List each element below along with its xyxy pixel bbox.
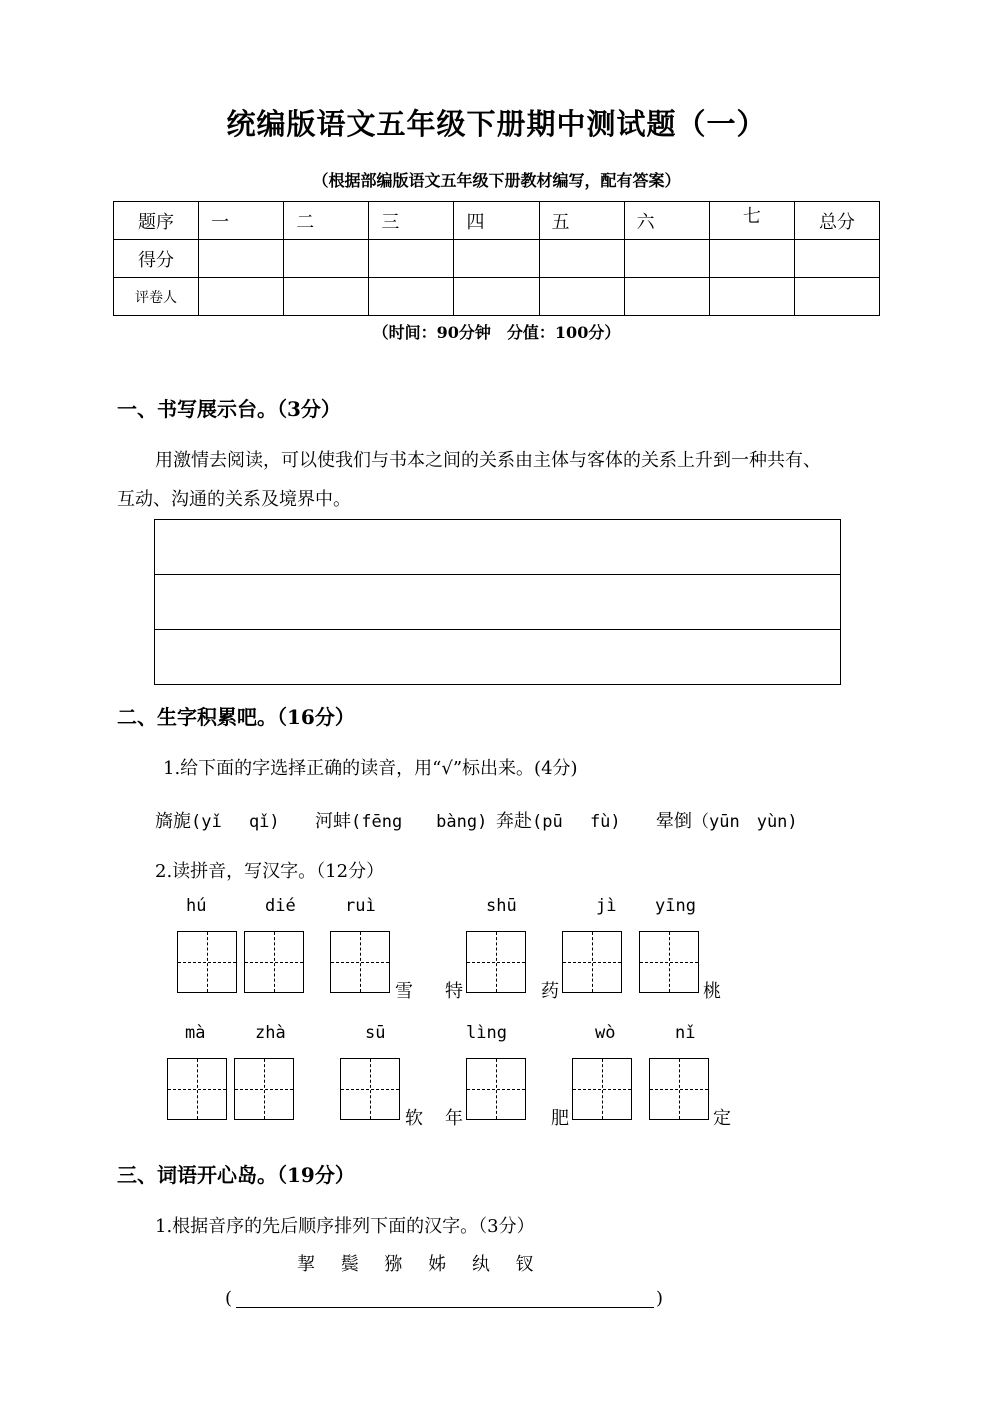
grid-suffix: 雪 <box>395 981 413 1002</box>
reading-word: 晕倒 <box>656 811 692 832</box>
score-cell[interactable] <box>794 240 879 278</box>
writing-grid[interactable] <box>572 1058 632 1120</box>
grader-cell[interactable] <box>199 278 284 316</box>
pinyin-label: lìng <box>466 1023 507 1043</box>
pinyin-label: nǐ <box>675 1023 696 1043</box>
reading-options[interactable]: (fēng bàng) <box>351 812 488 832</box>
pinyin-label: yīng <box>655 896 696 916</box>
reading-item <box>656 807 798 833</box>
reading-options[interactable]: (yǐ qǐ) <box>191 812 280 832</box>
header-cell: 四 <box>454 202 539 240</box>
grid-suffix: 软 <box>405 1108 423 1129</box>
score-cell[interactable] <box>709 240 794 278</box>
writing-grid[interactable] <box>649 1058 709 1120</box>
section1-text-line1: 用激情去阅读，可以使我们与书本之间的关系由主体与客体的关系上升到一种共有、 <box>155 450 821 471</box>
pinyin-label: hú <box>186 896 207 916</box>
score-cell[interactable] <box>369 240 454 278</box>
writing-line[interactable] <box>155 575 840 630</box>
grader-row <box>114 278 880 316</box>
grid-suffix: 肥 <box>551 1108 569 1129</box>
sort-char: 姊 <box>428 1254 447 1275</box>
section3-q1: 1.根据音序的先后顺序排列下面的汉字。（3分） <box>155 1216 535 1237</box>
sort-char: 纨 <box>471 1254 490 1275</box>
header-cell: 二 <box>284 202 369 240</box>
grader-cell[interactable] <box>454 278 539 316</box>
pinyin-label: shū <box>486 896 517 916</box>
writing-grid[interactable] <box>234 1058 294 1120</box>
score-cell[interactable] <box>199 240 284 278</box>
writing-grid[interactable] <box>466 931 526 993</box>
grid-suffix: 特 <box>445 981 463 1002</box>
score-cell[interactable] <box>539 240 624 278</box>
reading-item <box>315 807 487 833</box>
writing-grid[interactable] <box>562 931 622 993</box>
grader-cell[interactable] <box>284 278 369 316</box>
header-cell: 七 <box>709 202 794 240</box>
grader-cell[interactable] <box>794 278 879 316</box>
reading-options[interactable]: (pū fù) <box>532 812 621 832</box>
sort-char: 猕 <box>384 1254 403 1275</box>
writing-grid[interactable] <box>639 931 699 993</box>
score-table <box>113 201 880 316</box>
reading-item <box>496 807 621 833</box>
header-cell: 题序 <box>114 202 199 240</box>
pinyin-label: dié <box>265 896 296 916</box>
score-cell[interactable] <box>284 240 369 278</box>
header-cell: 三 <box>369 202 454 240</box>
grader-cell[interactable] <box>539 278 624 316</box>
grid-suffix: 药 <box>541 981 559 1002</box>
answer-line[interactable] <box>236 1307 654 1308</box>
writing-line[interactable] <box>155 630 840 684</box>
sort-char: 钗 <box>515 1254 534 1275</box>
score-table-header-row <box>114 202 880 240</box>
reading-word: 奔赴 <box>496 811 532 832</box>
reading-item <box>155 807 280 833</box>
pinyin-label: ruì <box>345 896 376 916</box>
writing-grid[interactable] <box>466 1058 526 1120</box>
answer-close-paren: ) <box>656 1288 664 1309</box>
grid-suffix: 定 <box>713 1108 731 1129</box>
writing-line[interactable] <box>155 520 840 575</box>
section1-text-line2: 互动、沟通的关系及境界中。 <box>117 489 351 510</box>
pinyin-label: mà <box>185 1023 206 1043</box>
pinyin-label: sū <box>365 1023 386 1043</box>
writing-box[interactable] <box>154 519 841 685</box>
section1-title: 一、书写展示台。（3分） <box>117 397 341 421</box>
sort-chars <box>297 1250 554 1276</box>
writing-grid[interactable] <box>244 931 304 993</box>
grader-cell[interactable] <box>624 278 709 316</box>
writing-grid[interactable] <box>177 931 237 993</box>
section3-title: 三、词语开心岛。（19分） <box>117 1163 355 1187</box>
sort-char: 鬓 <box>340 1254 359 1275</box>
reading-word: 河蚌 <box>315 811 351 832</box>
writing-grid[interactable] <box>167 1058 227 1120</box>
pinyin-label: zhà <box>255 1023 286 1043</box>
pinyin-label: wò <box>595 1023 616 1043</box>
time-info: （时间：90分钟 分值：100分） <box>372 323 621 342</box>
score-row <box>114 240 880 278</box>
grid-suffix: 年 <box>445 1108 463 1129</box>
reading-word: 旖旎 <box>155 811 191 832</box>
grid-suffix: 桃 <box>703 981 721 1002</box>
grader-cell[interactable] <box>709 278 794 316</box>
section2-title: 二、生字积累吧。（16分） <box>117 705 355 729</box>
section2-q1: 1.给下面的字选择正确的读音，用“√”标出来。(4分) <box>163 758 578 779</box>
pinyin-label: jì <box>596 896 617 916</box>
grader-cell[interactable] <box>369 278 454 316</box>
page-title: 统编版语文五年级下册期中测试题（一） <box>226 107 767 141</box>
score-cell[interactable] <box>624 240 709 278</box>
writing-grid[interactable] <box>330 931 390 993</box>
reading-options[interactable]: （yūn yùn) <box>692 812 798 832</box>
header-cell: 五 <box>539 202 624 240</box>
header-cell: 六 <box>624 202 709 240</box>
score-cell[interactable] <box>454 240 539 278</box>
writing-grid[interactable] <box>340 1058 400 1120</box>
sort-char: 挈 <box>297 1254 315 1275</box>
header-cell: 一 <box>199 202 284 240</box>
page-subtitle: （根据部编版语文五年级下册教材编写，配有答案） <box>312 171 681 190</box>
answer-open-paren: ( <box>225 1288 233 1309</box>
header-cell: 总分 <box>794 202 879 240</box>
grader-row-label: 评卷人 <box>114 278 199 316</box>
section2-q2: 2.读拼音，写汉字。（12分） <box>155 861 385 882</box>
score-row-label: 得分 <box>114 240 199 278</box>
